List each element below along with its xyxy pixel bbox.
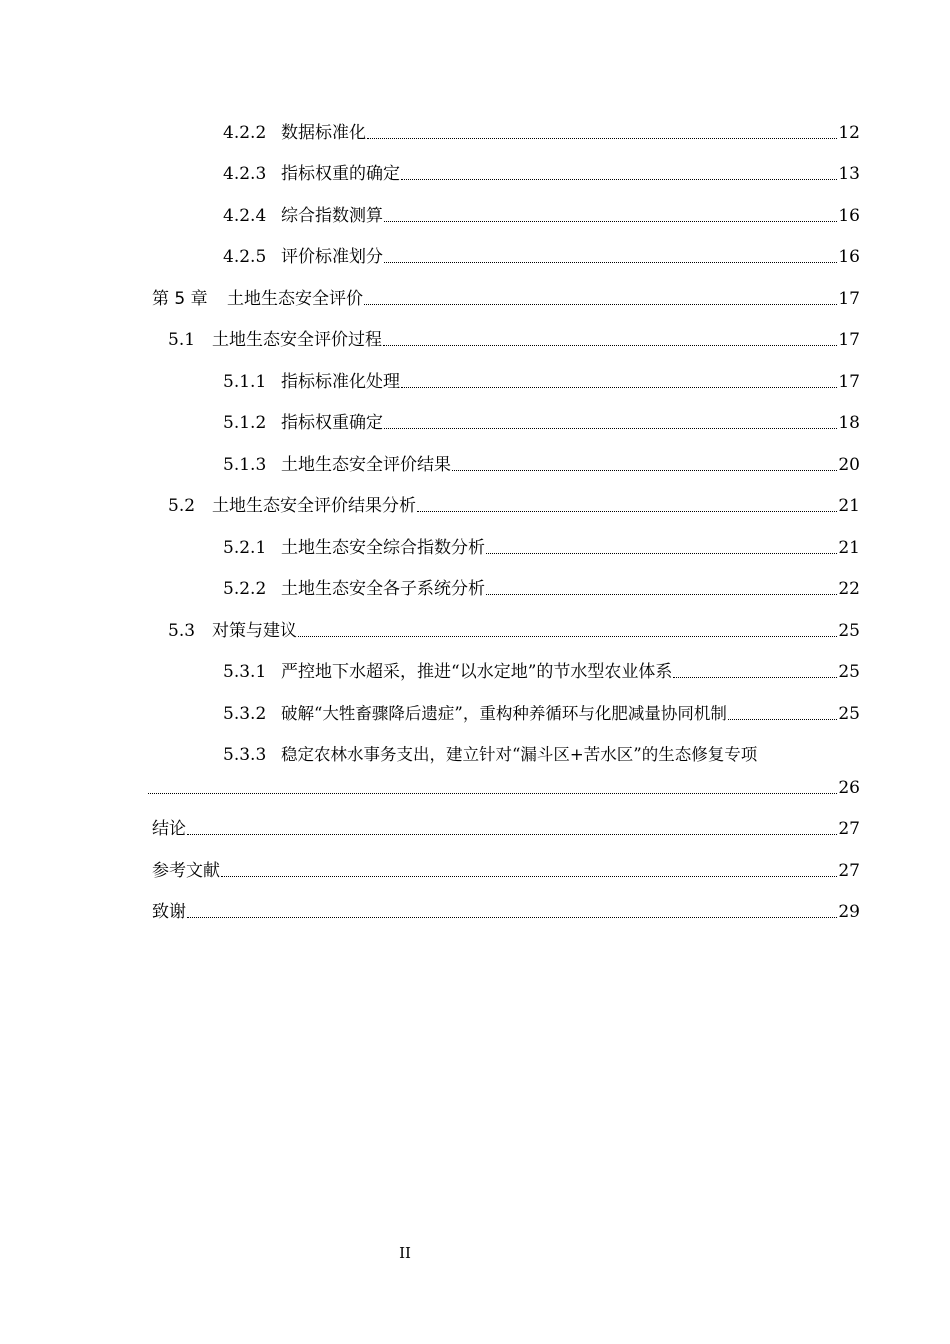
dot-leader (401, 386, 837, 388)
toc-entry-page: 25 (838, 662, 860, 682)
dot-leader (486, 552, 837, 554)
dot-leader (728, 718, 837, 720)
toc-entry-number: 5.3.2 (223, 704, 267, 724)
toc-entry-4-2-2[interactable] (223, 122, 860, 144)
toc-entry-references[interactable] (152, 860, 860, 882)
toc-entry-number: 5.2.2 (223, 579, 267, 599)
dot-leader (401, 178, 837, 180)
toc-entry-5-1[interactable] (168, 329, 860, 351)
toc-entry-title: 参考文献 (152, 861, 220, 881)
toc-entry-page: 29 (838, 902, 860, 922)
dot-leader (367, 137, 837, 139)
toc-entry-page: 17 (838, 330, 860, 350)
toc-entry-number: 5.2.1 (223, 538, 267, 558)
toc-entry-page: 17 (838, 289, 860, 309)
toc-entry-number: 第 5 章 (152, 289, 208, 309)
toc-entry-number: 5.1.1 (223, 372, 267, 392)
toc-entry-title: 综合指数测算 (281, 206, 383, 226)
toc-entry-title: 稳定农林水事务支出，建立针对“漏斗区+苦水区”的生态修复专项 (281, 745, 758, 764)
toc-entry-5-3-2[interactable] (223, 703, 860, 725)
dot-leader (417, 510, 837, 512)
toc-entry-4-2-5[interactable] (223, 246, 860, 268)
toc-entry-number: 4.2.5 (223, 247, 267, 267)
dot-leader (364, 303, 837, 305)
toc-entry-number: 5.2 (168, 496, 196, 516)
dot-leader (187, 833, 837, 835)
dot-leader (221, 875, 837, 877)
toc-entry-5-1-3[interactable] (223, 454, 860, 476)
toc-entry-title: 土地生态安全各子系统分析 (281, 579, 485, 599)
toc-entry-number: 5.1 (168, 330, 196, 350)
toc-entry-5-3-1[interactable] (223, 661, 860, 683)
toc-entry-title: 对策与建议 (212, 621, 297, 641)
dot-leader (298, 635, 837, 637)
toc-entry-page: 21 (838, 538, 860, 558)
toc-entry-5-3-3-line2[interactable] (148, 777, 860, 799)
toc-entry-page: 16 (838, 206, 860, 226)
toc-entry-4-2-3[interactable] (223, 163, 860, 185)
toc-entry-title: 土地生态安全综合指数分析 (281, 538, 485, 558)
dot-leader (673, 676, 837, 678)
toc-entry-title: 土地生态安全评价 (227, 289, 363, 309)
toc-entry-page: 18 (838, 413, 860, 433)
toc-entry-number: 5.1.3 (223, 455, 267, 475)
toc-entry-page: 27 (838, 861, 860, 881)
dot-leader (148, 792, 837, 794)
toc-entry-page: 27 (838, 819, 860, 839)
toc-entry-page: 25 (838, 621, 860, 641)
page-footer-number: II (399, 1244, 411, 1262)
toc-entry-5-3-3-line1[interactable] (223, 744, 757, 766)
toc-entry-title: 指标权重的确定 (281, 164, 400, 184)
toc-entry-title: 土地生态安全评价结果分析 (212, 496, 416, 516)
toc-entry-title: 土地生态安全评价过程 (212, 330, 382, 350)
toc-entry-title: 指标权重确定 (281, 413, 383, 433)
toc-entry-page: 22 (838, 579, 860, 599)
toc-entry-title: 指标标准化处理 (281, 372, 400, 392)
toc-entry-5-2-1[interactable] (223, 537, 860, 559)
toc-entry-title: 数据标准化 (281, 123, 366, 143)
toc-entry-page: 25 (838, 704, 860, 724)
toc-entry-page: 13 (838, 164, 860, 184)
toc-entry-5-2-2[interactable] (223, 578, 860, 600)
toc-entry-chapter-5[interactable] (152, 288, 860, 310)
dot-leader (187, 916, 837, 918)
toc-entry-conclusion[interactable] (152, 818, 860, 840)
dot-leader (486, 593, 837, 595)
toc-entry-4-2-4[interactable] (223, 205, 860, 227)
toc-entry-5-2[interactable] (168, 495, 860, 517)
toc-entry-page: 17 (838, 372, 860, 392)
toc-entry-number: 5.3.3 (223, 745, 267, 765)
dot-leader (383, 344, 837, 346)
dot-leader (452, 469, 837, 471)
toc-entry-number: 4.2.3 (223, 164, 267, 184)
toc-entry-title: 致谢 (152, 902, 186, 922)
toc-entry-5-3[interactable] (168, 620, 860, 642)
toc-entry-page: 20 (838, 455, 860, 475)
toc-entry-number: 5.3 (168, 621, 196, 641)
toc-entry-page: 26 (838, 778, 860, 798)
toc-entry-5-1-1[interactable] (223, 371, 860, 393)
toc-entry-number: 4.2.4 (223, 206, 267, 226)
toc-entry-5-1-2[interactable] (223, 412, 860, 434)
toc-entry-page: 21 (838, 496, 860, 516)
toc-entry-title: 结论 (152, 819, 186, 839)
toc-entry-number: 4.2.2 (223, 123, 267, 143)
toc-entry-number: 5.1.2 (223, 413, 267, 433)
dot-leader (384, 220, 837, 222)
toc-entry-title: 严控地下水超采，推进“以水定地”的节水型农业体系 (281, 662, 673, 682)
toc-entry-acknowledgements[interactable] (152, 901, 860, 923)
toc-entry-title: 评价标准划分 (281, 247, 383, 267)
toc-entry-title: 破解“大牲畜骤降后遗症”，重构种养循环与化肥减量协同机制 (281, 704, 727, 723)
toc-entry-number: 5.3.1 (223, 662, 267, 682)
dot-leader (384, 261, 837, 263)
dot-leader (384, 427, 837, 429)
toc-entry-title: 土地生态安全评价结果 (281, 455, 451, 475)
toc-entry-page: 16 (838, 247, 860, 267)
toc-entry-page: 12 (838, 123, 860, 143)
